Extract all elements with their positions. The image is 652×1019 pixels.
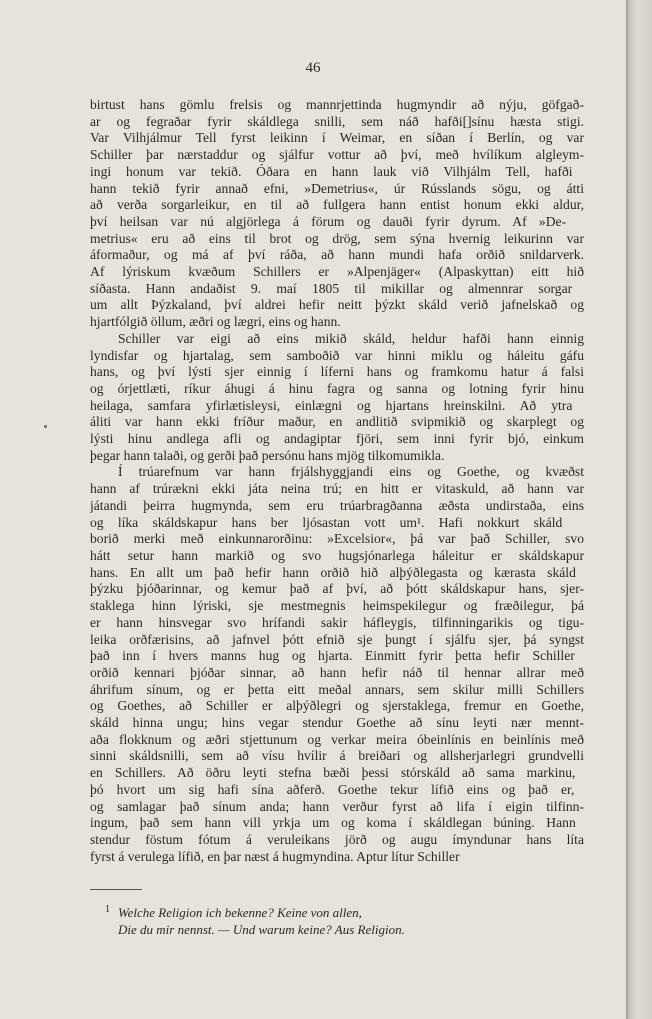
text-line: ingum, það sem hann vill yrkja um og koma í skáldlegan búning. Hann xyxy=(90,815,576,831)
text-line: þýzku þjóðarinnar, og kemur það af því, að þótt skáldskapur hans, sjer- xyxy=(90,581,584,597)
text-line: að verða sorgarleikur, en til að fullgera hann entist honum ekki aldur, xyxy=(90,197,584,213)
page-edge xyxy=(626,0,652,1019)
text-line: þó hvort um sig hafi sína aðferð. Goethe tekur lífið eins og það er, xyxy=(90,781,575,797)
text-line: er hann hinsvegar svo hrífandi sakir háfleygis, tilfinningarikis og tigu- xyxy=(90,614,584,630)
text-line: það inn í hvers manns hug og hjarta. Einmitt fyrir þetta hefir Schiller xyxy=(90,648,575,664)
text-line: um allt Þýzkaland, því aldrei hefir neitt þýzkt skáld verið jafnelskað og xyxy=(90,297,584,313)
text-line: þegar hann talaði, og gerði það persónu hans mjög tilkomumikla. xyxy=(90,447,445,463)
text-line: staklega hinn lýriski, sje mestmegnis heimspekilegur og fræðilegur, þá xyxy=(90,598,584,614)
text-line: síðasta. Hann andaðist 9. maí 1805 til mikillar og almennrar sorgar xyxy=(90,280,573,296)
text-line: hátt setur hann markið og svo hugsjónarlega háleitur er skáldskapur xyxy=(90,547,584,563)
footnote-line: Welche Religion ich bekenne? Keine von allen, xyxy=(118,905,362,920)
text-line: sinni skáldsnilli, sem að vísu hvílir á breiðari og allsherjarlegri grundvelli xyxy=(90,748,584,764)
text-line: orðið kennari þjóðar sinnar, að hann hefir náð til hennar allrar með xyxy=(90,664,584,680)
text-line: Schiller var eigi að eins mikið skáld, heldur hafði hann einnig xyxy=(118,330,584,346)
text-line: áliti var hann ekki fríður maður, en andlitið svipmikið og skarplegt og xyxy=(90,414,584,430)
paragraph-2 xyxy=(90,331,584,465)
text-line: ar og fegraðar fyrir skáldlega snilli, sem náð hafði[]sínu hæsta stigi. xyxy=(90,113,584,129)
footnote-line: Die du mir nennst. — Und warum keine? Aus Religion. xyxy=(118,922,405,937)
text-line: og líka skáldskapur hans ber ljósastan vott um¹. Hafi nokkurt skáld xyxy=(90,514,563,530)
text-line: lýsti hinu andlega afli og andagiptar fjöri, sem inni fyrir bjó, einkum xyxy=(90,431,584,447)
text-line: Schiller þar nærstaddur og sjálfur vottur að því, með hvílíkum algleym- xyxy=(90,147,584,163)
text-line: heilaga, samfara yfirlætisleysi, einlægni og hjartans hreinskilni. Að ytra xyxy=(90,397,573,413)
text-line: hans, og því lýsti sjer einnig í líferni hans og framkomu hatur á falsi xyxy=(90,364,584,380)
footnote-rule xyxy=(90,889,142,890)
text-line: hann af trúrækni ekki játa neina trú; en hitt er vitaskuld, að hann var xyxy=(90,481,584,497)
text-line: áhrifum sínum, og er þetta eitt meðal annars, sem skilur milli Schillers xyxy=(90,681,584,697)
text-line: og Goethes, að Schiller er alþýðlegri og sjerstaklega, fremur en Goethe, xyxy=(90,698,584,714)
text-line: skáld hinna ungu; hins vegar stendur Goethe að sínu leyti nær mennt- xyxy=(90,715,584,731)
text-line: stendur föstum fótum á veruleikans jörð og augu ímyndunar hans líta xyxy=(90,831,584,847)
text-line: því heilsan var nú algjörlega á förum og dauði fyrir dyrum. Af »De- xyxy=(90,213,567,229)
footnote xyxy=(105,904,578,938)
text-line: hjartfólgið öllum, æðri og lægri, eins og hann. xyxy=(90,314,341,330)
text-line: ingi honum var tekið. Óðara en hann lauk við Vilhjálm Tell, hafði xyxy=(90,163,573,179)
text-line: hann tekið fyrir annað efni, »Demetrius«, úr Rússlands sögu, og átti xyxy=(90,180,584,196)
text-line: Var Vilhjálmur Tell fyrst leikinn í Weimar, en síðan í Berlín, og var xyxy=(90,130,584,146)
text-line: fyrst á verulega lífið, en þar næst á hugmyndina. Aptur lítur Schiller xyxy=(90,848,460,864)
text-line: og samlagar það sínum anda; hann verður fyrst að lifa í eigin tilfinn- xyxy=(90,798,584,814)
text-line: borið merki með einkunnarorðinu: »Excelsior«, þá var það Schiller, svo xyxy=(90,531,584,547)
text-line: metrius« eru að eins til brot og drög, sem sýna hvernig leikurinn var xyxy=(90,230,584,246)
footnote-mark: 1 xyxy=(105,904,110,915)
body-text xyxy=(90,97,584,865)
text-line: Af lýriskum kvæðum Schillers er »Alpenjäger« (Alpaskyttan) eitt hið xyxy=(90,264,584,280)
text-line: játandi þeirra hugmynda, sem eru trúarbragðanna æðsta undirstaða, eins xyxy=(90,497,584,513)
paragraph-3 xyxy=(90,464,584,865)
text-line: lyndisfar og hjartalag, sem samboðið var hinni miklu og háleitu gáfu xyxy=(90,347,584,363)
text-line: aða flokknum og æðri stjettunum og verkar meira óbeinlínis en beinlínis með xyxy=(90,731,584,747)
text-line: áformaður, og má af því ráða, að hann mundi hafa orðið snildarverk. xyxy=(90,247,584,263)
margin-dot xyxy=(44,425,47,428)
text-line: birtust hans gömlu frelsis og mannrjettinda hugmyndir að nýju, göfgað- xyxy=(90,97,584,112)
page-number: 46 xyxy=(305,60,321,76)
paragraph-1 xyxy=(90,97,584,331)
text-line: leika orðfærisins, að jafnvel þótt efnið sje þungt í sjálfu sjer, þá syngst xyxy=(90,631,584,647)
text-line: en Schillers. Að öðru leyti stefna bæði þessi stórskáld að sama markinu, xyxy=(90,765,576,781)
text-line: og órjettlæti, ríkur áhugi á hinu fagra og sanna og lotning fyrir hinu xyxy=(90,380,584,396)
text-line: hans. En allt um það hefir hann orðið hið alþýðlegasta og kærasta skáld xyxy=(90,564,576,580)
text-line: Í trúarefnum var hann frjálshyggjandi eins og Goethe, og kvæðst xyxy=(118,464,584,480)
